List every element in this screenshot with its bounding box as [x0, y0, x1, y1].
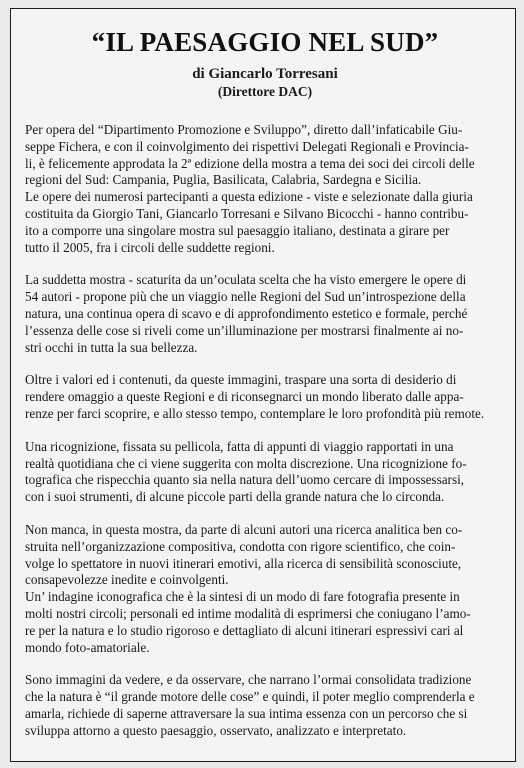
paragraph — [25, 189, 505, 256]
text-line: 54 autori - propone più che un viaggio nelle Regioni del Sud un’introspezione della — [25, 289, 466, 305]
text-line: Una ricognizione, fissata su pellicola, fatta di appunti di viaggio rapportati in una — [25, 438, 454, 454]
article-author: di Giancarlo Torresani — [192, 66, 338, 82]
text-line: mondo foto-amatoriale. — [25, 639, 150, 655]
paragraph — [25, 272, 505, 356]
text-line: ito a comporre una singolare mostra sul paesaggio italiano, destinata a girare per — [25, 222, 450, 238]
text-line: renze per farci scoprire, e allo stesso tempo, contemplare le loro profondità più remote. — [25, 405, 485, 421]
paragraph — [25, 122, 505, 189]
text-line: con i suoi strumenti, di alcune piccole parti della grande natura che lo circonda. — [25, 489, 445, 505]
text-line: molti nostri circoli; personali ed intime modalità di esprimersi che coniugano l’amo- — [25, 605, 471, 621]
text-line: Le opere dei numerosi partecipanti a questa edizione - viste e selezionate dalla giuria — [25, 189, 473, 205]
text-line: Non manca, in questa mostra, da parte di alcuni autori una ricerca analitica ben co- — [25, 521, 463, 537]
author-role: (Direttore DAC) — [217, 84, 313, 99]
text-line: regioni del Sud: Campania, Puglia, Basilicata, Calabria, Sardegna e Sicilia. — [25, 172, 422, 188]
text-line: tutto il 2005, fra i circoli delle suddette regioni. — [25, 239, 275, 255]
text-line: seppe Fichera, e con il coinvolgimento dei rispettivi Delegati Regionali e Provincia- — [25, 138, 469, 154]
text-line: Per opera del “Dipartimento Promozione e Sviluppo”, diretto dall’infaticabile Giu- — [25, 122, 463, 137]
document-page — [10, 8, 516, 762]
text-line: stri occhi in tutta la sua bellezza. — [25, 339, 198, 355]
article-title: “IL PAESAGGIO NEL SUD” — [91, 27, 439, 57]
text-line: costituita da Giorgio Tani, Giancarlo Torresani e Silvano Bicocchi - hanno contribu- — [25, 205, 469, 221]
text-line: natura, una continua opera di scavo e di approfondimento estetico e formale, perché — [25, 305, 468, 321]
text-line: rendere omaggio a queste Regioni e di riconsegnarci un mondo liberato dalle appa- — [25, 389, 464, 405]
text-line: volge lo spettatore in nuovi itinerari emotivi, alla ricerca di sensibilità sconosciute, — [25, 555, 462, 571]
paragraph — [25, 672, 505, 739]
text-line: Sono immagini da vedere, e da osservare, che narrano l’ormai consolidata tradizione — [25, 672, 472, 688]
text-line: Oltre i valori ed i contenuti, da queste immagini, traspare una sorta di desiderio di — [25, 372, 457, 388]
paragraph — [25, 439, 505, 506]
text-line: che la natura è “il grande motore delle cose” e quindi, il poter meglio comprenderla e — [25, 689, 475, 705]
text-line: realtà quotidiana che ci viene suggerita con molta discrezione. Una ricognizione fo- — [25, 455, 467, 471]
text-line: sviluppa attorno a questo paesaggio, osservato, analizzato e interpretato. — [25, 722, 407, 738]
text-line: amarla, richiede di saperne attraversare la sua intima essenza con un percorso che si — [25, 705, 468, 721]
article-body — [25, 122, 505, 740]
text-line: l’essenza delle cose si riveli come un’illuminazione per mostrarsi finalmente ai no- — [25, 322, 464, 338]
text-line: struita nell’organizzazione compositiva, condotta con rigore scientifico, che coin- — [25, 538, 456, 554]
text-line: tografica che rispecchia quanto sia nella natura dell’uomo cercare di impossessarsi, — [25, 472, 465, 488]
text-line: consapevolezze inedite e coinvolgenti. — [25, 572, 229, 588]
paragraph — [25, 372, 505, 422]
text-line: La suddetta mostra - scaturita da un’oculata scelta che ha visto emergere le opere di — [25, 272, 467, 288]
paragraph — [25, 589, 505, 656]
paragraph — [25, 522, 505, 589]
text-line: li, è felicemente approdata la 2ª edizione della mostra a tema dei soci dei circoli delle — [25, 155, 475, 171]
page-content — [25, 13, 505, 757]
text-line: re per la natura e lo studio rigoroso e dettagliato di alcuni itinerari espressivi cari al — [25, 622, 464, 638]
text-line: Un’ indagine iconografica che è la sintesi di un modo di fare fotografia presente in — [25, 589, 460, 605]
